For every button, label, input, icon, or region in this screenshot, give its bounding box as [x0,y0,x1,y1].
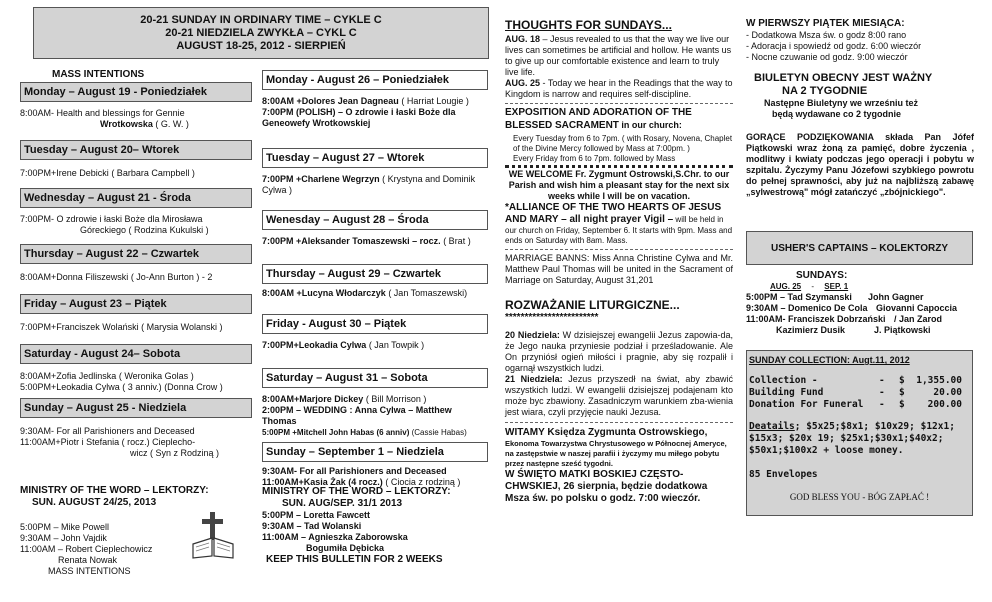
intention-text: 7:00PM+Irene Debicki [20,168,109,178]
intention-text: 2:00PM – WEDDING : Anna Cylwa – Matthew Thomas [262,405,452,426]
ushers-aug: AUG. 25 [770,282,802,291]
divider [505,165,733,168]
biuletyn-line: BIULETYN OBECNY JEST WAŻNY [754,72,933,84]
divider [505,103,733,104]
god-bless-text: GOD BLESS YOU - BÓG ZAPŁAĆ ! [789,492,930,502]
header-line3: AUGUST 18-25, 2012 - SIERPIEŃ [176,40,346,52]
ministry-line: Renata Nowak [58,555,118,565]
intention-text: 8:00AM +Lucyna Włodarczyk [262,288,386,298]
collection-dash: - [879,387,885,398]
ministry-line: 11:00AM – Agnieszka Zaborowska [262,532,408,542]
ushers-dash: - [811,282,815,291]
intention-note: (Cassie Habas) [411,428,467,437]
collection-box [746,350,973,516]
collection-row [749,387,970,399]
stars: ************************ [505,312,599,323]
intention-text: 5:00PM+Leokadia Cylwa ( 3 anniv.) [20,382,162,392]
exposition-suffix: in our church: [618,120,682,130]
collection-label: Collection - [749,375,818,386]
day-header: Friday - August 30 – Piątek [262,314,488,334]
intention-text: 11:00AM+Kasia Żak (4 rocz.) [262,477,383,487]
alliance-text: will be held in our church on Friday, September 6. It starts with 9pm. Mass and ends on Saturday with 8am. Mass. [505,215,733,245]
day-header: Wenesday – August 28 – Środa [262,210,488,230]
usher-a: 9:30AM – Domenico De Cola [746,303,868,313]
usher-b: Giovanni Capoccia [876,303,958,313]
intention-text: 8:00AM- Health and blessings for Gennie [20,108,185,118]
day-block [262,148,488,204]
intention-text: 8:00AM+Zofia Jedlinska [20,371,117,381]
ushers-sep: SEP. 1 [824,282,849,291]
day-block [262,368,488,442]
rozwazanie-text: W dzisiejszej ewangelii Jezus zapowia-da, że Jego nauka przyniesie podział i prześladowanie. Ale On przyniósł ogień miłości i pragnie, aby się rozpalił i ogarnął wszystkich ludzi. [505,330,733,373]
collection-dash: - [879,375,885,386]
day-block [262,264,488,308]
exposition-item: Every Tuesday from 6 to 7pm. ( with Rosary, Novena, Chaplet of the Divine Mercy followed by Mass at 7:00pm. ) [513,134,733,153]
ministry-line: 11:00AM – Robert Cieplechowicz [20,544,153,554]
intention-note: ( Brat ) [443,236,471,246]
intention-note: ( Krystyna and Dominik Cylwa ) [262,174,476,195]
thoughts-column [505,18,733,505]
left-days [20,82,252,468]
thoughts-text: - Today we hear in the Readings that the way to Kingdom is narrow and requires self-discipline. [505,78,733,99]
right-column [746,18,974,198]
collection-currency: $ [899,375,905,386]
alliance-title: *ALLIANCE OF THE TWO HEARTS OF JESUS AND MARY – all night prayer Vigil – [505,202,722,225]
usher-b: J. Piątkowski [874,325,931,335]
collection-amount: 200.00 [927,399,962,410]
day-block [262,442,488,492]
day-header: Wednesday – August 21 - Środa [20,188,252,208]
intention-text: 7:00PM (POLISH) – O zdrowie i łaski Boże dla Geneowefy Wrotkowskiej [262,107,456,128]
mass-intentions-title: MASS INTENTIONS [52,69,145,80]
podziekowania-text: GORĄCE PODZIĘKOWANIA składa Pan Jófef Piątkowski wraz żoną za pamięć, dobre życzenia , modlitwy i kwiaty podczas jego operacji i pobytu w szpitalu. Życzymy Panu Józefowi szybkiego powrotu do pełnej sprawności, aby już na najbliższą zabawę „sylwestrową" mógł zatańczyć „zbójnickiego". [746,132,974,197]
bible-cross-icon [190,510,236,560]
day-block [262,314,488,364]
intention-note: ( Jo-Ann Burton ) - 2 [130,272,213,282]
details-text: ; $5x25;$8x1; $10x29; $12x1; $15x3; $20x 19; $25x1;$30x1;$40x2; $50x1;$100x2 + loose money. [749,421,955,456]
swieto-text: W ŚWIĘTO MATKI BOSKIEJ CZĘSTO- CHWSKIEJ, 26 sierpnia, będzie dodatkowa Msza św. po polsku o godz. 7:00 wieczór. [505,469,708,504]
intention-note: ( Marysia Wolanski ) [141,322,223,332]
ministry-mid [262,486,488,566]
intention-note: ( Bill Morrison ) [365,394,427,404]
rozwazanie-label: 20 Niedziela: [505,330,560,340]
thoughts-date: AUG. 18 [505,34,541,44]
intention-note: (Donna Crow ) [164,382,223,392]
day-header: Sunday – August 25 - Niedziela [20,398,252,418]
intention-text: 7:00PM +Charlene Wegrzyn [262,174,380,184]
first-friday-line: - Nocne czuwanie od godz. 9:00 wieczór [746,52,908,62]
witamy-title: WITAMY Księdza Zygmunta Ostrowskiego, [505,427,708,438]
details-label: Deatails [749,421,795,432]
rozwazanie-text: Jezus przyszedł na świat, aby zbawić wszystkich ludzi. W ewangelii dzisiejszej podajenam kto może byc zbawiony. Zasadniczym warunkiem zba-wienia jest wiara, czyli przyjęcie nauki Jezusa. [505,374,733,417]
day-block [262,70,488,148]
day-header: Thursday – August 29 – Czwartek [262,264,488,284]
ushers-sundays: SUNDAYS: [796,270,848,281]
bulletin-header [33,7,489,59]
day-block [20,140,252,180]
intention-note: ( Rodzina Kukulski ) [128,225,209,235]
intention-text: 8:00AM +Dolores Jean Dagneau [262,96,399,106]
ushers-box [746,231,973,265]
biuletyn-line: NA 2 TYGODNIE [782,85,868,97]
day-header: Tuesday – August 20– Wtorek [20,140,252,160]
intention-text: wicz [130,448,148,458]
intention-text: Wrotkowska [100,119,153,129]
first-friday-line: - Dodatkowa Msza św. o godz 8:00 rano [746,30,907,40]
collection-amount: 1,355.00 [916,375,962,386]
divider [505,422,733,423]
witamy-text: Ekonoma Towarzystwa Chrystusowego w Północnej Ameryce, na zastępstwie w naszej parafii i życzymy mu miłego pobytu przez następne sześć tygodni. [505,439,727,468]
collection-label: Building Fund [749,387,824,398]
intention-text: 8:00AM+Donna Filiszewski [20,272,129,282]
intention-text: 7:00PM+Franciszek Wolański [20,322,139,332]
collection-amount: 20.00 [933,387,962,398]
ministry-title: MINISTRY OF THE WORD – LEKTORZY: [20,485,209,496]
usher-a: 11:00AM- Franciszek Dobrzański [746,314,886,324]
day-header: Saturday - August 24– Sobota [20,344,252,364]
day-block [20,82,252,140]
intention-text: 7:00PM+Leokadia Cylwa [262,340,367,350]
intention-note: ( Syn z Rodziną ) [150,448,220,458]
intention-note: ( G. W. ) [155,119,189,129]
collection-dash: - [879,399,885,410]
intention-text: 8:00AM+Marjore Dickey [262,394,364,404]
collection-currency: $ [899,387,905,398]
day-header: Friday – August 23 – Piątek [20,294,252,314]
ministry-title: MINISTRY OF THE WORD – LEKTORZY: [262,486,451,497]
collection-row [749,375,970,387]
collection-title: SUNDAY COLLECTION: Augt.11, 2012 [749,355,910,365]
ministry-footer: KEEP THIS BULLETIN FOR 2 WEEKS [266,554,443,565]
intention-note: ( Weronika Golas ) [118,371,194,381]
day-block [20,398,252,468]
day-header: Saturday – August 31 – Sobota [262,368,488,388]
biuletyn-line: będą wydawane co 2 tygodnie [772,109,902,119]
divider [505,249,733,250]
header-line2: 20-21 NIEDZIELA ZWYKŁA – CYKL C [165,27,357,39]
intention-text: Góreckiego [80,225,127,235]
intention-text: 7:00PM- O zdrowie i łaski Boże dla Mirosława [20,214,203,224]
intention-text: 7:00PM +Aleksander Tomaszewski – rocz. [262,236,441,246]
day-block [20,344,252,398]
exposition-item: Every Friday from 6 to 7pm. followed by Mass [513,154,676,163]
day-block [262,210,488,260]
intention-note: ( Harriat Lougie ) [401,96,469,106]
intention-text: 5:00PM +Mitchell John Habas (6 anniv) [262,428,410,437]
intention-note: ( Barbara Campbell ) [111,168,195,178]
day-header: Monday – August 19 - Poniedziałek [20,82,252,102]
exposition-title: EXPOSITION AND ADORATION OF THE BLESSED SACRAMENT [505,107,692,131]
ministry-date: SUN. AUG/SEP. 31/1 2013 [282,498,403,509]
collection-label: Donation For Funeral [749,399,864,410]
rozwazanie-title: ROZWAŻANIE LITURGICZNE... [505,298,680,312]
collection-row [749,399,970,411]
first-friday-title: W PIERWSZY PIĄTEK MIESIĄCA: [746,18,905,29]
banns-text: MARRIAGE BANNS: Miss Anna Christine Cylwa and Mr. Matthew Paul Thomas will be united in the Sacrament of Marriage on Saturday, August 31,201 [505,253,733,285]
ministry-line: 5:00PM – Mike Powell [20,522,110,532]
header-line1: 20-21 SUNDAY IN ORDINARY TIME – CYKLE C [140,14,382,26]
ministry-line: 9:30AM – John Vajdik [20,533,107,543]
mid-days [262,70,488,492]
thoughts-title: THOUGHTS FOR SUNDAYS... [505,18,672,32]
day-header: Thursday – August 22 – Czwartek [20,244,252,264]
envelopes-text: 85 Envelopes [749,469,818,480]
thoughts-text: – Jesus revealed to us that the way we live our lives can sometimes be artificial and hollow. He wants us to give up our comfortable existence and learn to truly live life. [505,34,732,77]
day-block [20,244,252,294]
ministry-line: 9:30AM – Tad Wolanski [262,521,362,531]
rozwazanie-label: 21 Niedziela: [505,374,563,384]
first-friday-line: - Adoracja i spowiedź od godz. 6:00 wieczór [746,41,922,51]
intention-text: 11:00AM+Piotr i Stefania ( rocz.) Cieplecho- [20,437,196,447]
intention-text: 9:30AM- For all Parishioners and Deceased [20,426,195,436]
usher-a: 5:00PM – Tad Szymanski [746,292,852,302]
day-header: Sunday – September 1 – Niedziela [262,442,488,462]
intention-note: ( Jan Tomaszewski) [388,288,468,298]
ministry-line: Bogumiła Dębicka [306,543,385,553]
usher-a: Kazimierz Dusik [776,325,846,335]
day-header: Tuesday – August 27 – Wtorek [262,148,488,168]
collection-currency: $ [899,399,905,410]
ministry-date: SUN. AUGUST 24/25, 2013 [32,497,157,508]
day-block [20,294,252,344]
intention-note: ( Ciocia z rodziną ) [385,477,461,487]
ministry-line: 5:00PM – Loretta Fawcett [262,510,371,520]
day-block [20,188,252,244]
usher-b: / Jan Zarod [894,314,943,324]
thoughts-date: AUG. 25 [505,78,541,88]
ministry-footer: MASS INTENTIONS [48,566,131,576]
intention-text: 9:30AM- For all Parishioners and Deceased [262,466,447,476]
usher-b: John Gagner [868,292,924,302]
welcome-text: WE WELCOME Fr. Zygmunt Ostrowski,S.Chr. to our Parish and wish him a pleasant stay for the next six weeks while I will be on vacation. [508,169,730,201]
day-header: Monday - August 26 – Poniedziałek [262,70,488,90]
biuletyn-line: Następne Biuletyny we wrześniu też [764,98,919,108]
intention-note: ( Jan Towpik ) [368,340,425,350]
ushers-list [746,270,974,336]
ushers-title: USHER'S CAPTAINS – KOLEKTORZY [770,243,949,254]
